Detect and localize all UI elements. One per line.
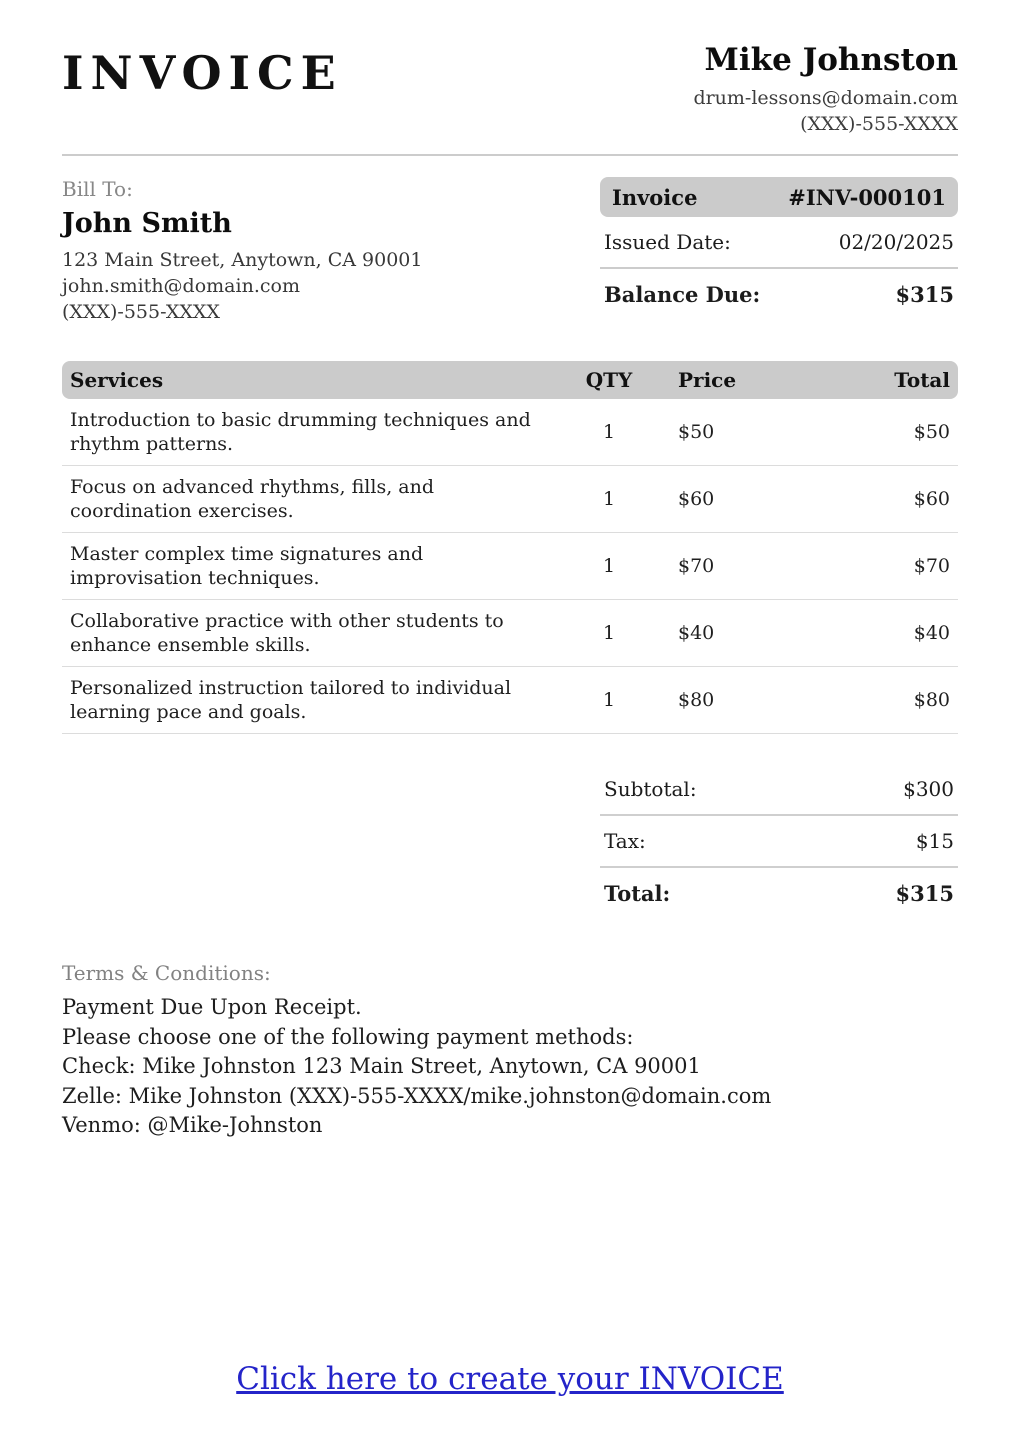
billing-section xyxy=(62,177,958,325)
service-description: Introduction to basic drumming techniques and rhythm patterns. xyxy=(70,409,531,455)
header-divider xyxy=(62,154,958,156)
service-description: Collaborative practice with other students to enhance ensemble skills. xyxy=(70,610,504,656)
table-row xyxy=(62,667,958,734)
service-qty: 1 xyxy=(602,421,616,443)
issued-date-row xyxy=(600,217,958,269)
footer xyxy=(0,1361,1020,1397)
terms-lines xyxy=(62,993,958,1141)
service-total: $40 xyxy=(913,622,950,644)
terms-line: Venmo: @Mike-Johnston xyxy=(62,1113,323,1137)
terms-line: Please choose one of the following payment methods: xyxy=(62,1024,634,1049)
create-invoice-link[interactable]: Click here to create your INVOICE xyxy=(236,1361,784,1397)
service-qty: 1 xyxy=(602,488,616,510)
terms-label: Terms & Conditions: xyxy=(62,961,271,985)
terms-line: Zelle: Mike Johnston (XXX)-555-XXXX/mike.johnston@domain.com xyxy=(62,1083,772,1108)
balance-due-label: Balance Due: xyxy=(604,282,761,307)
total-value: $315 xyxy=(895,881,954,906)
column-header-price: Price xyxy=(678,368,737,392)
client-phone: (XXX)-555-XXXX xyxy=(62,301,220,323)
balance-due-value: $315 xyxy=(895,282,954,307)
service-price: $80 xyxy=(678,689,715,711)
services-table-header xyxy=(62,361,958,399)
client-name: John Smith xyxy=(62,208,232,239)
total-row xyxy=(600,868,958,919)
tax-label: Tax: xyxy=(604,829,646,853)
invoice-label: Invoice xyxy=(612,184,698,210)
table-row xyxy=(62,399,958,466)
bill-to-block xyxy=(62,177,422,325)
subtotal-value: $300 xyxy=(903,777,954,801)
service-total: $50 xyxy=(913,421,950,443)
table-row xyxy=(62,466,958,533)
subtotal-row xyxy=(600,764,958,816)
invoice-meta-block xyxy=(600,177,958,325)
service-qty: 1 xyxy=(602,555,616,577)
bill-to-label: Bill To: xyxy=(62,177,133,201)
service-price: $70 xyxy=(678,555,715,577)
client-address: 123 Main Street, Anytown, CA 90001 xyxy=(62,249,423,271)
service-price: $60 xyxy=(678,488,715,510)
column-header-qty: QTY xyxy=(585,368,633,392)
business-contact xyxy=(693,85,958,137)
business-email: drum-lessons@domain.com xyxy=(693,87,958,109)
terms-line: Payment Due Upon Receipt. xyxy=(62,995,362,1019)
service-qty: 1 xyxy=(602,689,616,711)
column-header-services: Services xyxy=(70,368,164,392)
service-price: $50 xyxy=(678,421,715,443)
subtotal-label: Subtotal: xyxy=(604,777,697,801)
totals-block xyxy=(600,764,958,919)
invoice-meta-header xyxy=(600,177,958,217)
invoice-number: #INV-000101 xyxy=(788,184,946,210)
service-description: Master complex time signatures and improvisation techniques. xyxy=(70,543,424,589)
header xyxy=(62,42,958,137)
table-row xyxy=(62,600,958,667)
service-total: $60 xyxy=(913,488,950,510)
balance-due-row xyxy=(600,269,958,320)
terms-block xyxy=(62,961,958,1141)
service-qty: 1 xyxy=(602,622,616,644)
services-table xyxy=(62,361,958,734)
service-price: $40 xyxy=(678,622,715,644)
issued-date-label: Issued Date: xyxy=(604,230,731,254)
table-row xyxy=(62,533,958,600)
service-total: $70 xyxy=(913,555,950,577)
business-info xyxy=(693,42,958,137)
client-email: john.smith@domain.com xyxy=(62,275,300,297)
business-name: Mike Johnston xyxy=(704,42,958,78)
service-total: $80 xyxy=(913,689,950,711)
business-phone: (XXX)-555-XXXX xyxy=(800,113,958,135)
tax-value: $15 xyxy=(915,829,954,853)
total-label: Total: xyxy=(604,881,671,906)
terms-line: Check: Mike Johnston 123 Main Street, Anytown, CA 90001 xyxy=(62,1054,701,1078)
service-description: Focus on advanced rhythms, fills, and coordination exercises. xyxy=(70,476,434,522)
column-header-total: Total xyxy=(894,368,950,392)
tax-row xyxy=(600,816,958,868)
service-description: Personalized instruction tailored to individual learning pace and goals. xyxy=(70,677,512,723)
issued-date-value: 02/20/2025 xyxy=(838,230,954,254)
page-title: INVOICE xyxy=(62,46,343,100)
